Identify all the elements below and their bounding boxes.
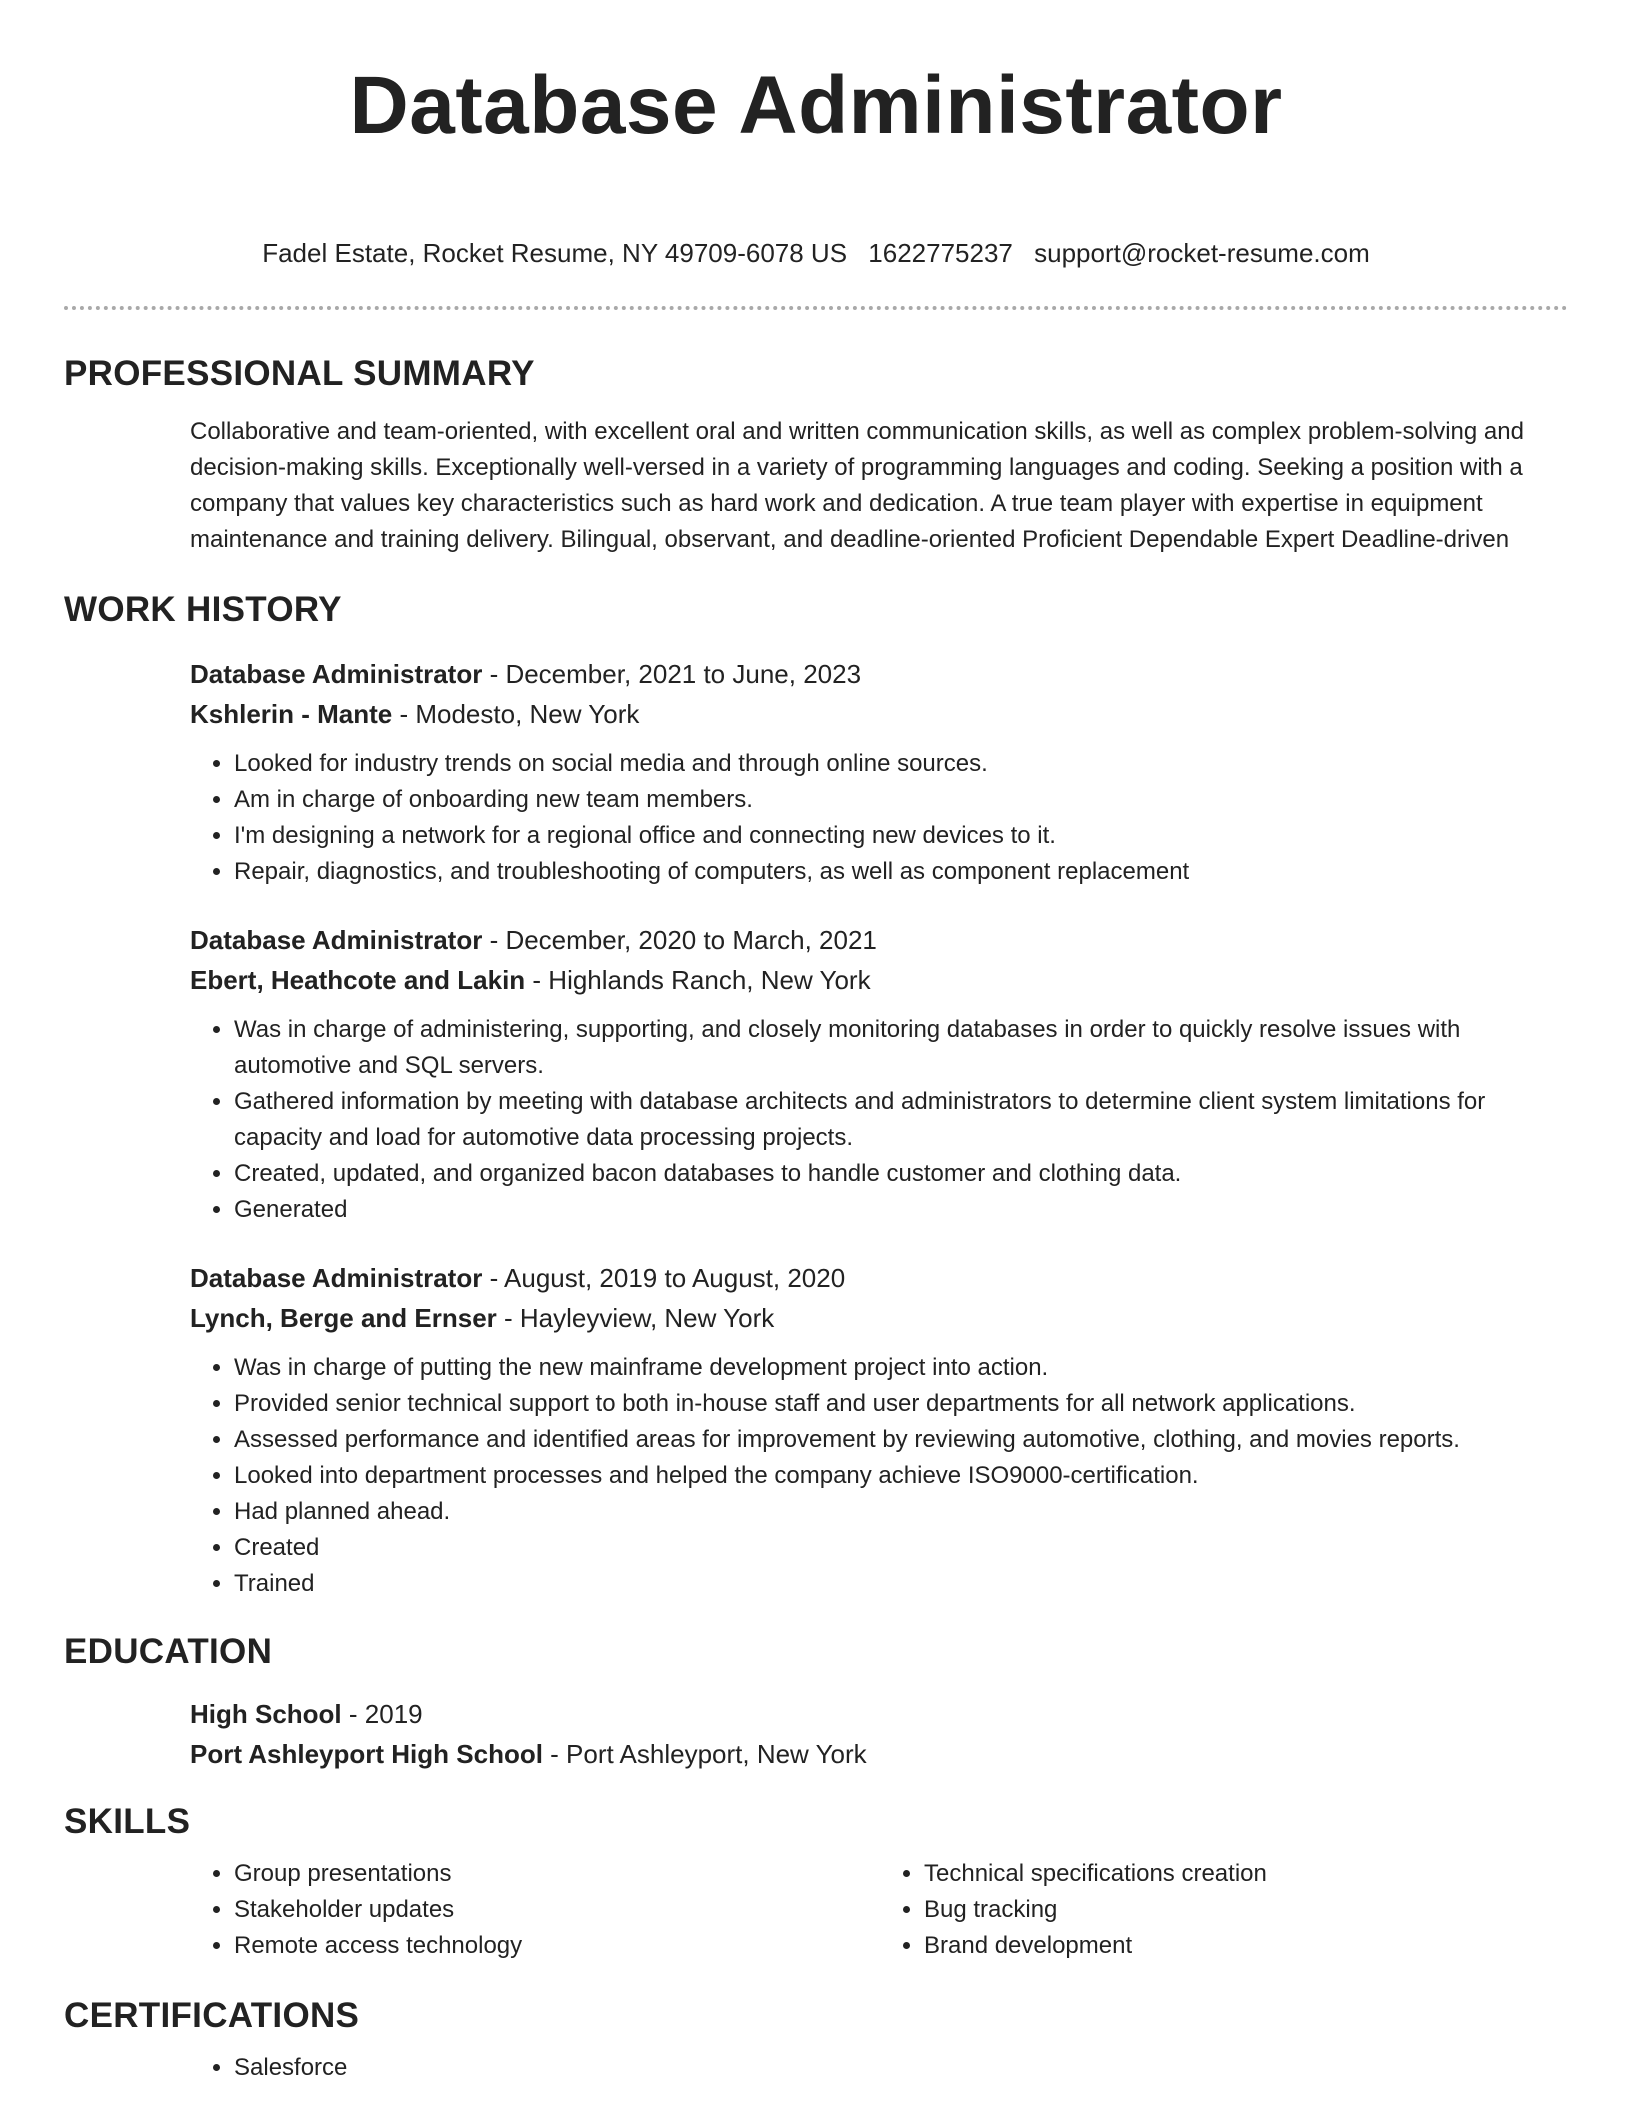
section-title-skills: SKILLS [64,1802,191,1841]
job-bullets [190,1012,1568,1228]
education-year: - 2019 [341,1699,423,1729]
summary-text: Collaborative and team-oriented, with excellent oral and written communication skills, as well as complex problem-solving and decision-making skills. Exceptionally well-versed in a variety of programming languages and coding. Seeking a position with a company that values key characteristics such as hard work and dedication. A true team player with expertise in equipment maintenance and training delivery. Bilingual, observant, and deadline-oriented Proficient Dependable Expert Deadline-driven [190,418,1524,553]
job-company-line [190,694,1568,734]
list-item: • Remote access technology [234,1928,880,1964]
education-degree: High School [190,1699,342,1729]
job-entry [190,1258,1568,1602]
job-location: - Modesto, New York [392,699,640,729]
list-item: • Group presentations [234,1856,880,1892]
job-title-line [190,920,1568,960]
job-company-line [190,960,1568,1000]
education-school: Port Ashleyport High School [190,1739,543,1769]
job-title-line [190,1258,1568,1298]
list-item: • Bug tracking [924,1892,1570,1928]
section-title-work-history: WORK HISTORY [64,590,342,629]
header-divider [64,306,1568,310]
list-item: • Stakeholder updates [234,1892,880,1928]
job-bullets [190,746,1568,890]
list-item: • Gathered information by meeting with database architects and administrators to determine client system limitations for capacity and load for automotive data processing projects. [234,1084,1568,1156]
section-title-education: EDUCATION [64,1632,273,1671]
list-item: • Generated [234,1192,1568,1228]
list-item: • Looked for industry trends on social media and through online sources. [234,746,1568,782]
resume-name: Database Administrator [349,60,1283,151]
contact-address: Fadel Estate, Rocket Resume, NY 49709-6078 US [262,238,848,268]
skills-grid [190,1856,1570,1964]
job-dates: - August, 2019 to August, 2020 [482,1263,846,1293]
section-title-certifications: CERTIFICATIONS [64,1996,360,2035]
job-bullets [190,1350,1568,1602]
job-role: Database Administrator [190,659,483,689]
job-dates: - December, 2020 to March, 2021 [482,925,877,955]
list-item: • Brand development [924,1928,1570,1964]
section-title-summary: PROFESSIONAL SUMMARY [64,354,535,393]
job-location: - Hayleyview, New York [496,1303,775,1333]
list-item: • Looked into department processes and helped the company achieve ISO9000-certification. [234,1458,1568,1494]
job-role: Database Administrator [190,925,483,955]
education-location: - Port Ashleyport, New York [542,1739,867,1769]
list-item: • Provided senior technical support to both in-house staff and user departments for all network applications. [234,1386,1568,1422]
education-entry [190,1694,1568,1774]
list-item: • Repair, diagnostics, and troubleshooting of computers, as well as component replacement [234,854,1568,890]
contact-line [64,236,1568,270]
certifications-bullets [190,2050,1568,2086]
list-item: • Was in charge of administering, supporting, and closely monitoring databases in order to quickly resolve issues with automotive and SQL servers. [234,1012,1568,1084]
job-title-line [190,654,1568,694]
list-item: • Technical specifications creation [924,1856,1570,1892]
job-company: Kshlerin - Mante [190,699,393,729]
list-item: • Salesforce [234,2050,1568,2086]
list-item: • Created [234,1530,1568,1566]
list-item: • Was in charge of putting the new mainframe development project into action. [234,1350,1568,1386]
job-company-line [190,1298,1568,1338]
certifications-list [190,2050,1568,2086]
job-company: Lynch, Berge and Ernser [190,1303,497,1333]
contact-email[interactable]: support@rocket-resume.com [1034,238,1370,268]
list-item: • Created, updated, and organized bacon databases to handle customer and clothing data. [234,1156,1568,1192]
contact-phone: 1622775237 [868,238,1013,268]
job-company: Ebert, Heathcote and Lakin [190,965,526,995]
skills-column-left [190,1856,880,1964]
job-dates: - December, 2021 to June, 2023 [482,659,862,689]
list-item: • I'm designing a network for a regional office and connecting new devices to it. [234,818,1568,854]
job-role: Database Administrator [190,1263,483,1293]
skills-column-right [880,1856,1570,1964]
job-entry [190,654,1568,890]
job-entry [190,920,1568,1228]
list-item: • Trained [234,1566,1568,1602]
education-degree-line [190,1694,1568,1734]
list-item: • Assessed performance and identified areas for improvement by reviewing automotive, clothing, and movies reports. [234,1422,1568,1458]
education-school-line [190,1734,1568,1774]
list-item: • Had planned ahead. [234,1494,1568,1530]
list-item: • Am in charge of onboarding new team members. [234,782,1568,818]
job-location: - Highlands Ranch, New York [525,965,871,995]
